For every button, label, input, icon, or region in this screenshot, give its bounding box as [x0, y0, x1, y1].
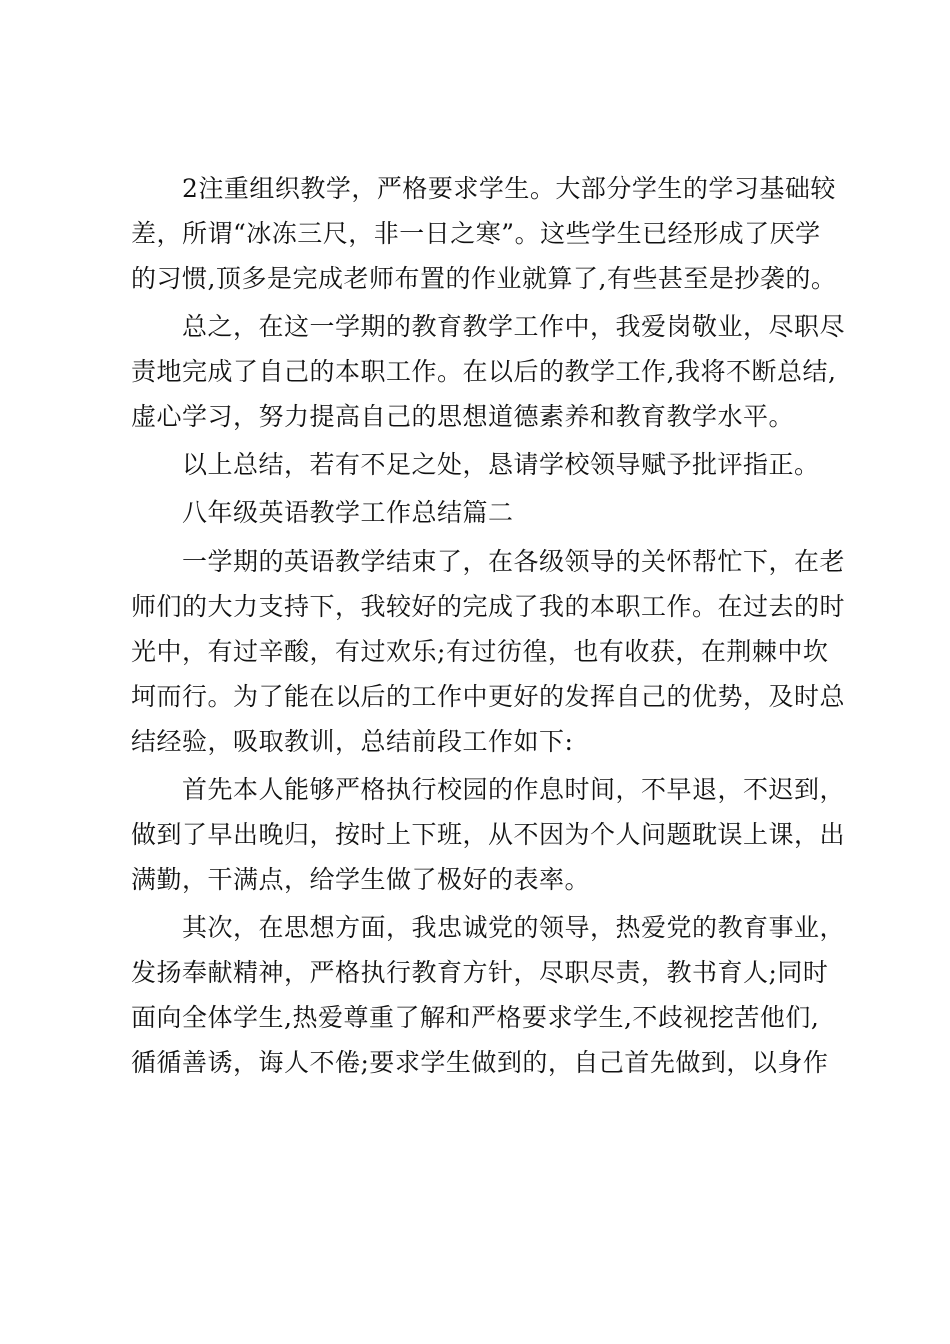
paragraph-5 — [131, 539, 846, 764]
text-line: 满勤，干满点，给学生做了极好的表率。 — [131, 865, 591, 894]
text-line: 循循善诱，诲人不倦;要求学生做到的，自己首先做到，以身作 — [131, 1048, 829, 1077]
text-line: 的习惯,顶多是完成老师布置的作业就算了,有些甚至是抄袭的。 — [131, 264, 837, 293]
text-line: 面向全体学生,热爱尊重了解和严格要求学生,不歧视挖苦他们, — [131, 1003, 820, 1032]
text-line: 以上总结，若有不足之处，恳请学校领导赋予批评指正。 — [131, 450, 820, 479]
text-line: 做到了早出晚归，按时上下班，从不因为个人问题耽误上课，出 — [131, 820, 846, 849]
text-line: 首先本人能够严格执行校园的作息时间，不早退，不迟到， — [131, 775, 846, 804]
text-line: 结经验，吸取教训，总结前段工作如下: — [131, 727, 574, 756]
text-line: 差，所谓“冰冻三尺，非一日之寒”。这些学生已经形成了厌学 — [131, 219, 821, 248]
text-line: 总之，在这一学期的教育教学工作中，我爱岗敬业，尽职尽 — [131, 312, 846, 341]
text-line: 其次，在思想方面，我忠诚党的领导，热爱党的教育事业， — [131, 913, 846, 942]
paragraph-7 — [131, 905, 846, 1085]
text-line: 2注重组织教学，严格要求学生。大部分学生的学习基础较 — [131, 174, 836, 203]
paragraph-2 — [131, 304, 846, 439]
text-line: 责地完成了自己的本职工作。在以后的教学工作,我将不断总结, — [131, 357, 837, 386]
heading-line: 八年级英语教学工作总结篇二 — [131, 498, 514, 527]
text-line: 一学期的英语教学结束了，在各级领导的关怀帮忙下，在老 — [131, 547, 846, 576]
text-line: 师们的大力支持下，我较好的完成了我的本职工作。在过去的时 — [131, 592, 846, 621]
text-line: 坷而行。为了能在以后的工作中更好的发挥自己的优势，及时总 — [131, 682, 846, 711]
paragraph-6 — [131, 767, 846, 902]
text-line: 发扬奉献精神，严格执行教育方针，尽职尽责，教书育人;同时 — [131, 958, 829, 987]
document-body — [131, 166, 846, 1088]
paragraph-1 — [131, 166, 837, 301]
text-line: 虚心学习，努力提高自己的思想道德素养和教育教学水平。 — [131, 402, 795, 431]
section-heading — [131, 490, 831, 535]
paragraph-3 — [131, 442, 831, 487]
text-line: 光中，有过辛酸，有过欢乐;有过彷徨，也有收获，在荆棘中坎 — [131, 637, 829, 666]
